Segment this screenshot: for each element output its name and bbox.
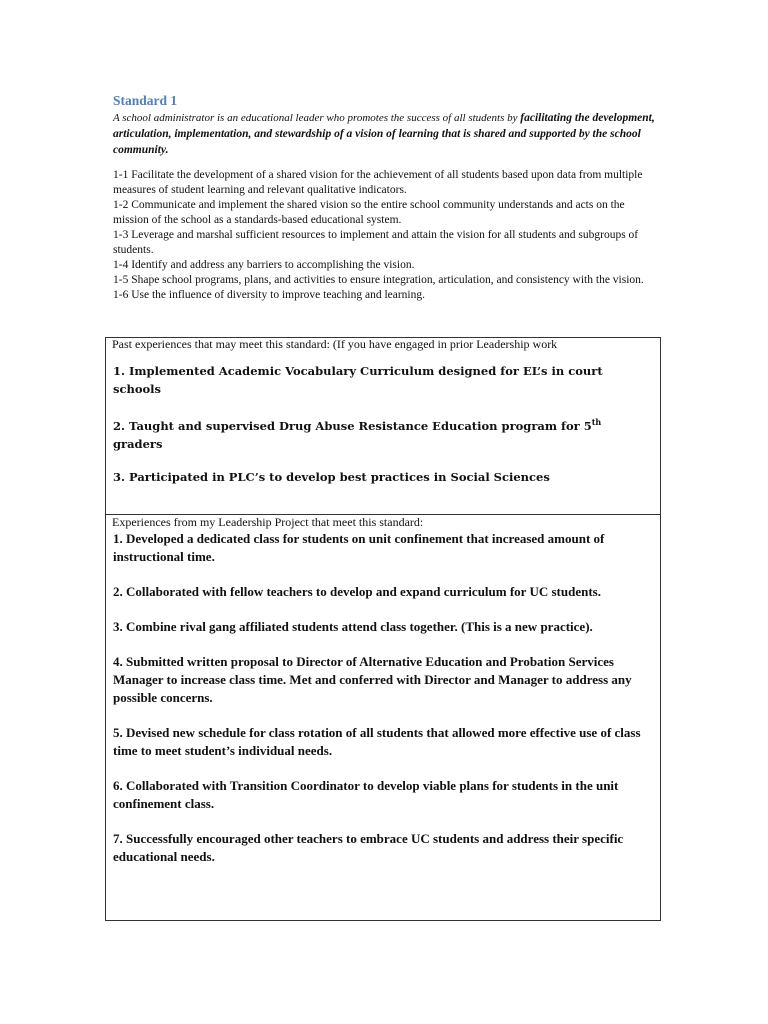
project-item-6: 6. Collaborated with Transition Coordinator to develop viable plans for students in the unit confinement class. xyxy=(113,778,619,811)
criteria-list xyxy=(113,168,661,303)
criterion-1-4: 1-4 Identify and address any barriers to accomplishing the vision. xyxy=(113,259,415,271)
project-item-3: 3. Combine rival gang affiliated students attend class together. (This is a new practice). xyxy=(113,619,593,634)
intro-italic-text: A school administrator is an educational leader who promotes the success of all students by xyxy=(113,112,521,124)
past-experiences-box xyxy=(105,337,661,515)
past-item-2-superscript: th xyxy=(591,417,602,427)
intro-bold-text: facilitating the development, articulation, implementation, and stewardship of a vision of learning that is shared and supported by the school community. xyxy=(113,112,655,156)
criterion-1-6: 1-6 Use the influence of diversity to improve teaching and learning. xyxy=(113,289,425,301)
past-item-2-tail: graders xyxy=(113,436,163,451)
project-experiences-heading: Experiences from my Leadership Project that meet this standard: xyxy=(112,515,424,529)
project-item-4: 4. Submitted written proposal to Director of Alternative Education and Probation Services Manager to increase class time. Met and conferred with Director and Manager to address any possible concerns. xyxy=(113,654,632,705)
project-item-2: 2. Collaborated with fellow teachers to develop and expand curriculum for UC students. xyxy=(113,584,601,599)
standard-intro xyxy=(113,110,658,158)
past-experiences-list xyxy=(106,352,660,486)
project-item-1: 1. Developed a dedicated class for students on unit confinement that increased amount of instructional time. xyxy=(113,531,605,564)
criterion-1-5: 1-5 Shape school programs, plans, and activities to ensure integration, articulation, and consistency with the vision. xyxy=(113,274,644,286)
criterion-1-3: 1-3 Leverage and marshal sufficient resources to implement and attain the vision for all students and subgroups of students. xyxy=(113,229,639,256)
project-experiences-list xyxy=(106,530,660,866)
past-item-2 xyxy=(113,413,654,453)
standard-title: Standard 1 xyxy=(113,93,178,108)
criterion-1-1: 1-1 Facilitate the development of a shared vision for the achievement of all students based upon data from multiple measures of student learning and relevant qualitative indicators. xyxy=(113,169,643,196)
project-item-7: 7. Successfully encouraged other teachers to embrace UC students and address their specific educational needs. xyxy=(113,831,624,864)
past-experiences-heading: Past experiences that may meet this standard: (If you have engaged in prior Leadership work xyxy=(112,337,558,351)
past-item-3: 3. Participated in PLC’s to develop best practices in Social Sciences xyxy=(113,469,550,484)
past-item-1: 1. Implemented Academic Vocabulary Curriculum designed for EL’s in court schools xyxy=(113,364,603,396)
project-experiences-box xyxy=(105,514,661,921)
past-item-2-text: 2. Taught and supervised Drug Abuse Resistance Education program for 5 xyxy=(113,418,592,433)
project-item-5: 5. Devised new schedule for class rotation of all students that allowed more effective use of class time to meet student’s individual needs. xyxy=(113,725,641,758)
criterion-1-2: 1-2 Communicate and implement the shared vision so the entire school community understands and acts on the mission of the school as a standards-based educational system. xyxy=(113,199,625,226)
